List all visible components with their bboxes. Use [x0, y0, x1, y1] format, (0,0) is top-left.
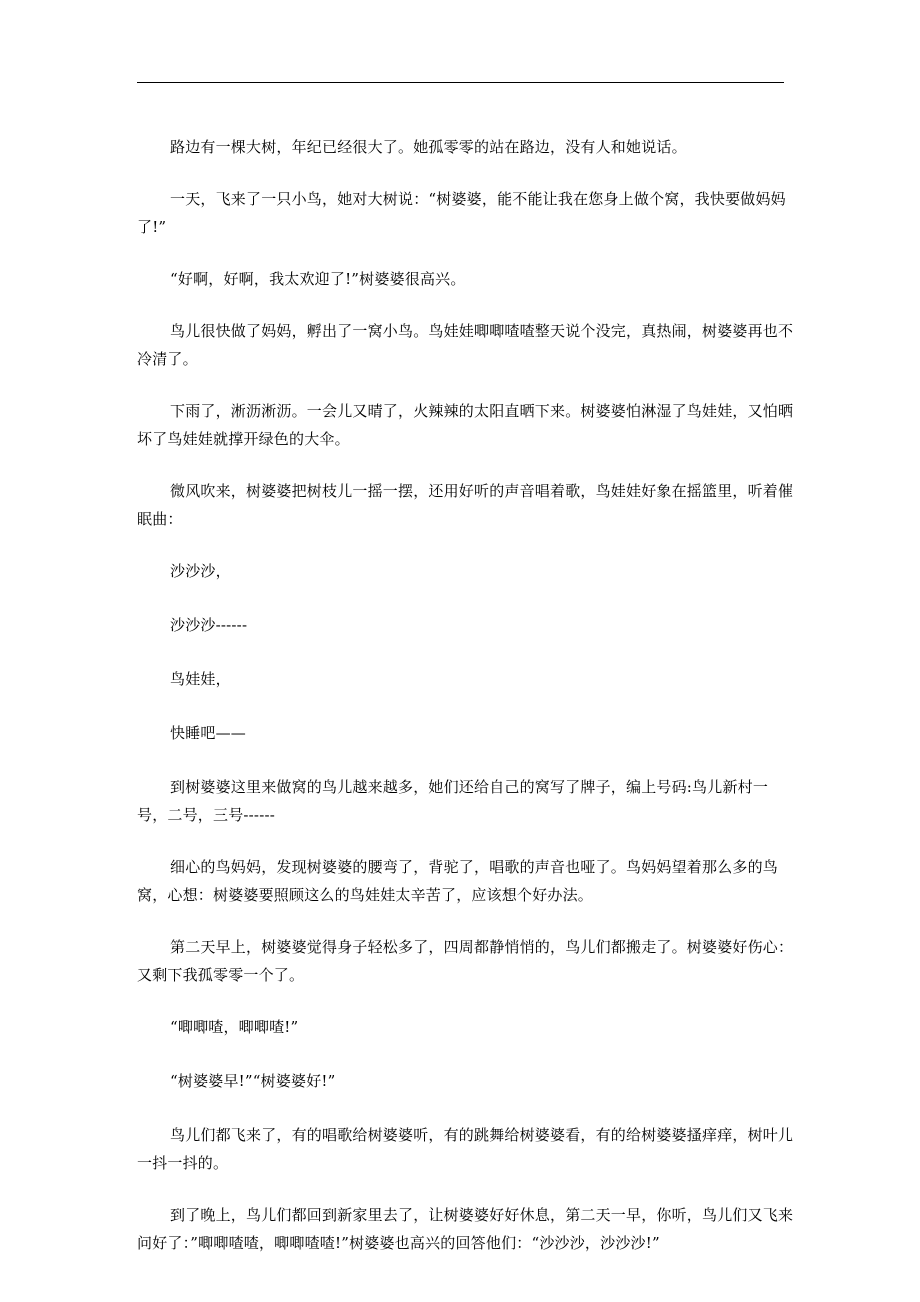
paragraph: 细心的鸟妈妈，发现树婆婆的腰弯了，背驼了，唱歌的声音也哑了。鸟妈妈望着那么多的鸟窝，心想：树婆婆要照顾这么的鸟娃娃太辛苦了，应该想个好办法。 [137, 858, 779, 904]
song-line: 沙沙沙------ [170, 616, 248, 634]
paragraph: 下雨了，淅沥淅沥。一会儿又晴了，火辣辣的太阳直晒下来。树婆婆怕淋湿了鸟娃娃，又怕晒坏了鸟娃娃就撑开绿色的大伞。 [137, 402, 794, 448]
paragraph: “好啊，好啊，我太欢迎了!”树婆婆很高兴。 [170, 270, 466, 288]
paragraph: 第二天早上，树婆婆觉得身子轻松多了，四周都静悄悄的，鸟儿们都搬走了。树婆婆好伤心：又剩下我孤零零一个了。 [137, 938, 794, 984]
dialogue-line: “唧唧喳，唧唧喳!” [170, 1018, 299, 1036]
song-line: 快睡吧—— [170, 724, 247, 742]
song-line: 沙沙沙， [170, 562, 231, 580]
dialogue-line: “树婆婆早!”“树婆婆好!” [170, 1072, 336, 1090]
header-rule [137, 82, 784, 83]
paragraph: 鸟儿们都飞来了，有的唱歌给树婆婆听，有的跳舞给树婆婆看，有的给树婆婆搔痒痒，树叶儿一抖一抖的。 [137, 1126, 794, 1172]
paragraph: 到了晚上，鸟儿们都回到新家里去了，让树婆婆好好休息，第二天一早，你听，鸟儿们又飞来问好了：”唧唧喳喳，唧唧喳喳!”树婆婆也高兴的回答他们：“沙沙沙，沙沙沙!” [137, 1206, 794, 1252]
paragraph: 鸟儿很快做了妈妈，孵出了一窝小鸟。鸟娃娃唧唧喳喳整天说个没完，真热闹，树婆婆再也不冷清了。 [137, 322, 794, 368]
song-line: 鸟娃娃， [170, 670, 231, 688]
story-body [137, 133, 797, 1281]
paragraph: 一天，飞来了一只小鸟，她对大树说：“树婆婆，能不能让我在您身上做个窝，我快要做妈妈了!” [137, 190, 786, 236]
paragraph: 到树婆婆这里来做窝的鸟儿越来越多，她们还给自己的窝写了牌子，编上号码:鸟儿新村一号，二号，三号------ [137, 778, 769, 824]
paragraph: 微风吹来，树婆婆把树枝儿一摇一摆，还用好听的声音唱着歌，鸟娃娃好象在摇篮里，听着催眠曲： [137, 482, 794, 528]
paragraph: 路边有一棵大树，年纪已经很大了。她孤零零的站在路边，没有人和她说话。 [170, 138, 687, 156]
